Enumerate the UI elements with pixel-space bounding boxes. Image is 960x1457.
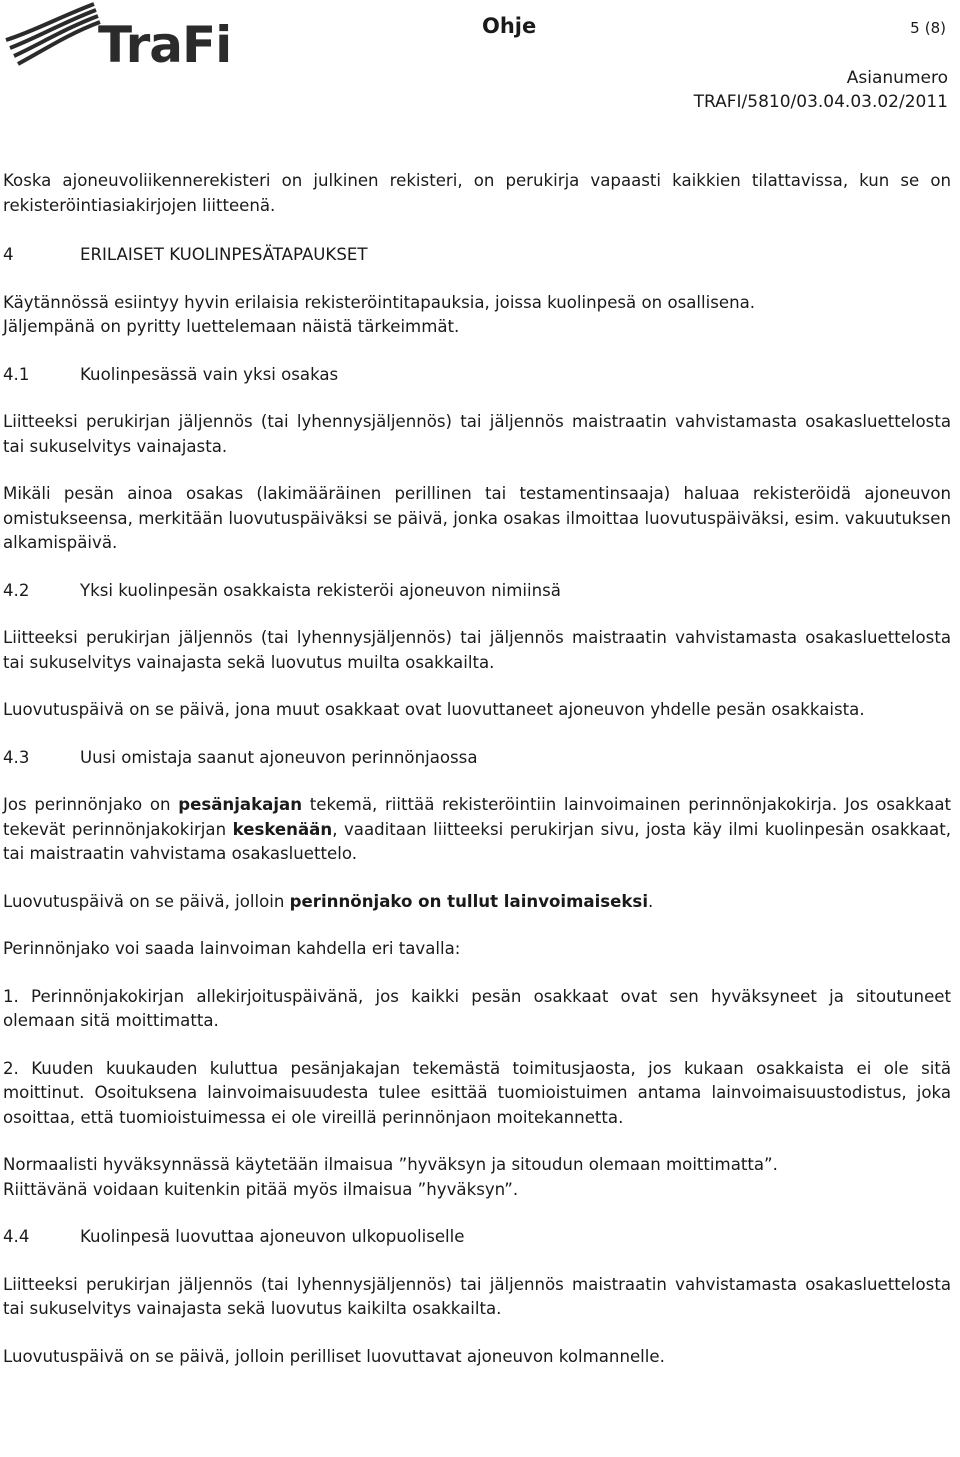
page-current: 5 bbox=[910, 19, 920, 37]
paragraph: Liitteeksi perukirjan jäljennös (tai lyhennysjäljennös) tai jäljennös maistraatin vahvistamasta osakasluettelosta tai sukuselvitys vainajasta. bbox=[3, 412, 951, 456]
section-title: Yksi kuolinpesän osakkaista rekisteröi ajoneuvon nimiinsä bbox=[80, 580, 561, 600]
text-run: . bbox=[648, 891, 654, 911]
registry-label: Asianumero bbox=[846, 68, 948, 88]
section-title: Uusi omistaja saanut ajoneuvon perinnönjaossa bbox=[80, 747, 478, 767]
bold-text: perinnönjako on tullut lainvoimaiseksi bbox=[289, 891, 649, 911]
trafi-logo bbox=[2, 2, 232, 74]
list-item-2: 2. Kuuden kuukauden kuluttua pesänjakajan tekemästä toimitusjaosta, jos kukaan osakkaista ei ole sitä moittinut. Osoituksena lainvoimaisuudesta tulee esittää tuomioistuimen antama lainvoimaisuustodistus, joka osoittaa, että tuomioistuimessa ei ole vireillä perinnönjaon moitekannetta. bbox=[3, 1058, 951, 1127]
paragraph: Luovutuspäivä on se päivä, jolloin perilliset luovuttavat ajoneuvon kolmannelle. bbox=[3, 1346, 665, 1366]
registry-number: TRAFI/5810/03.04.03.02/2011 bbox=[693, 92, 948, 112]
text-run: Jos perinnönjako on bbox=[3, 795, 179, 814]
section-4-2-heading bbox=[3, 579, 951, 604]
paragraph: Jäljempänä on pyritty luettelemaan näistä tärkeimmät. bbox=[3, 317, 460, 336]
paragraph: Perinnönjako voi saada lainvoiman kahdella eri tavalla: bbox=[3, 939, 461, 958]
paragraph: Riittävänä voidaan kuitenkin pitää myös ilmaisua ”hyväksyn”. bbox=[3, 1179, 519, 1199]
intro-paragraph: Koska ajoneuvoliikennerekisteri on julkinen rekisteri, on perukirja vapaasti kaikkien tilattavissa, kun se on rekisteröintiasiakirjojen liitteenä. bbox=[3, 171, 951, 215]
paragraph: Normaalisti hyväksynnässä käytetään ilmaisua ”hyväksyn ja sitoudun olemaan moittimatta”. bbox=[3, 1155, 778, 1174]
paragraph: Liitteeksi perukirjan jäljennös (tai lyhennysjäljennös) tai jäljennös maistraatin vahvistamasta osakasluettelosta tai sukuselvitys vainajasta sekä luovutus kaikilta osakkailta. bbox=[3, 1274, 951, 1318]
paragraph: Mikäli pesän ainoa osakas (lakimääräinen perillinen tai testamentinsaaja) haluaa rekisteröidä ajoneuvon omistukseensa, merkitään luovutuspäiväksi se päivä, jonka osakas ilmoittaa luovutuspäiväksi, esim. vakuutuksen alkamispäivä. bbox=[3, 484, 951, 552]
bold-text: pesänjakajan bbox=[178, 795, 303, 814]
paragraph bbox=[3, 793, 951, 867]
section-number: 4.4 bbox=[3, 1227, 30, 1246]
page-total: (8) bbox=[924, 19, 946, 37]
section-number: 4.1 bbox=[3, 364, 30, 384]
text-run: Luovutuspäivä on se päivä, jolloin bbox=[3, 891, 290, 911]
section-title: Kuolinpesässä vain yksi osakas bbox=[80, 364, 339, 384]
page-number bbox=[910, 18, 946, 37]
bold-text: keskenään bbox=[232, 819, 333, 839]
page-header bbox=[0, 0, 960, 120]
section-title: Kuolinpesä luovuttaa ajoneuvon ulkopuoliselle bbox=[80, 1227, 465, 1246]
trafi-swoosh-icon bbox=[2, 2, 102, 74]
section-4-heading bbox=[3, 243, 951, 268]
section-number: 4.2 bbox=[3, 580, 30, 600]
text-run: , vaaditaan liitteeksi perukirjan sivu, josta käy ilmi kuolinpesän osakkaat, tai maistraatin vahvistama osakasluettelo. bbox=[3, 819, 952, 863]
section-number: 4.3 bbox=[3, 747, 30, 767]
paragraph bbox=[3, 890, 951, 915]
paragraph: Liitteeksi perukirjan jäljennös (tai lyhennysjäljennös) tai jäljennös maistraatin vahvistamasta osakasluettelosta tai sukuselvitys vainajasta sekä luovutus muilta osakkailta. bbox=[3, 628, 951, 672]
section-4-4-heading bbox=[3, 1225, 951, 1250]
list-item-1: 1. Perinnönjakokirjan allekirjoituspäivänä, jos kaikki pesän osakkaat ovat sen hyväksyneet ja sitoutuneet olemaan sitä moittimatta. bbox=[3, 986, 951, 1030]
logo-wordmark: TraFi bbox=[98, 16, 232, 74]
section-title: ERILAISET KUOLINPESÄTAPAUKSET bbox=[80, 245, 368, 264]
paragraph: Käytännössä esiintyy hyvin erilaisia rekisteröintitapauksia, joissa kuolinpesä on osallisena. bbox=[3, 292, 756, 312]
document-type: Ohje bbox=[482, 14, 537, 38]
section-4-1-heading bbox=[3, 363, 951, 388]
document-body bbox=[3, 169, 951, 1369]
text-run: tekemä, riittää rekisteröintiin lainvoimainen perinnönjakokirja. Jos osakkaat tekevät perinnönjakokirjan bbox=[3, 795, 951, 839]
paragraph: Luovutuspäivä on se päivä, jona muut osakkaat ovat luovuttaneet ajoneuvon yhdelle pesän osakkaista. bbox=[3, 700, 865, 719]
section-number: 4 bbox=[3, 245, 14, 264]
section-4-3-heading bbox=[3, 746, 951, 771]
